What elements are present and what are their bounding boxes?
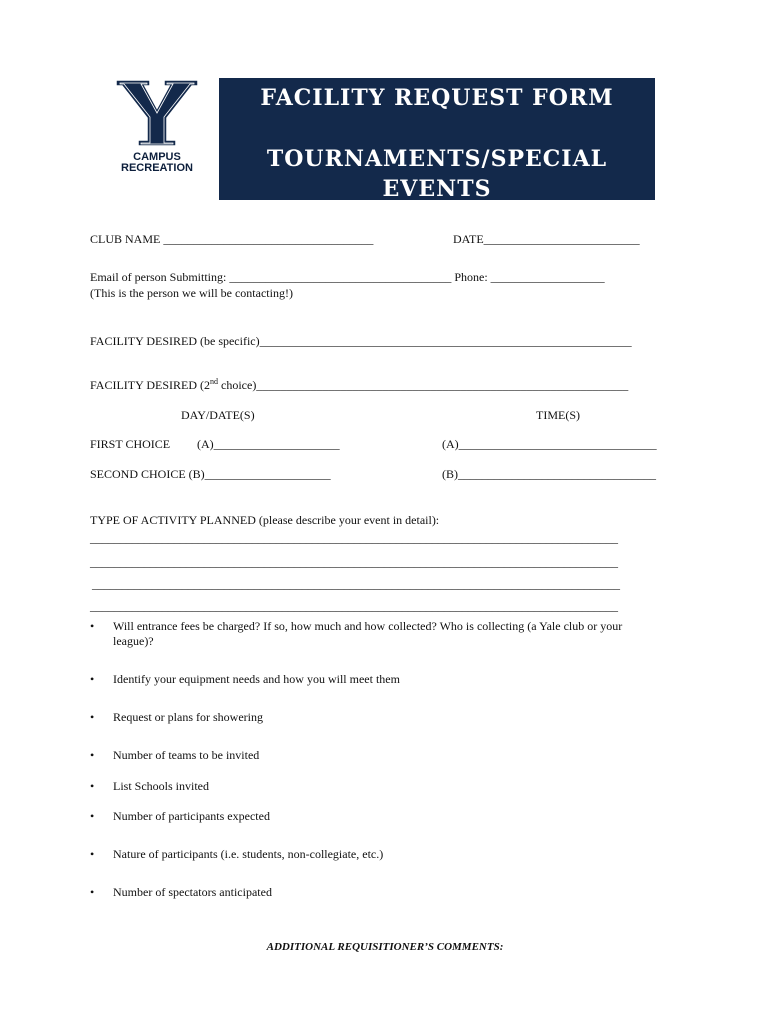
facility-desired-field[interactable]: FACILITY DESIRED (be specific)______________________________________________________________ (90, 334, 632, 348)
form-header-banner (219, 78, 655, 200)
bullet-icon: • (90, 885, 95, 899)
form-title: FACILITY REQUEST FORM (260, 85, 614, 111)
activity-label: TYPE OF ACTIVITY PLANNED (please describe your event in detail): (90, 513, 440, 527)
bullet-icon: • (90, 619, 95, 633)
second-choice-day-field[interactable]: SECOND CHOICE (B)_____________________ (90, 467, 331, 481)
logo-line-campus: CAMPUS (133, 151, 181, 163)
email-phone-field[interactable]: Email of person Submitting: _____________________________________ Phone: ___________________ (90, 270, 605, 284)
bullet-item-entrance-fees: Will entrance fees be charged? If so, how much and how collected? Who is collecting (a Yale club or your (113, 619, 623, 633)
facility-second-choice-field[interactable] (90, 378, 628, 392)
facility2-line: choice)______________________________________________________________ (218, 378, 629, 392)
bullet-item-schools: List Schools invited (113, 779, 209, 793)
activity-line[interactable]: ________________________________________________________________________________________ (90, 555, 618, 569)
bullet-item-equipment: Identify your equipment needs and how you will meet them (113, 672, 400, 686)
campus-recreation-logo (112, 78, 202, 174)
time-header: TIME(S) (536, 408, 580, 422)
bullet-item-showering: Request or plans for showering (113, 710, 263, 724)
bullet-item-nature: Nature of participants (i.e. students, non-collegiate, etc.) (113, 847, 384, 861)
first-choice-label: FIRST CHOICE (90, 437, 171, 451)
activity-line[interactable]: ________________________________________________________________________________________ (92, 577, 620, 591)
first-choice-day-field[interactable]: (A)_____________________ (197, 437, 340, 451)
bullet-icon: • (90, 809, 95, 823)
additional-comments-heading: ADDITIONAL REQUISITIONER’S COMMENTS: (266, 941, 504, 953)
form-subtitle: TOURNAMENTS/SPECIAL EVENTS (266, 146, 608, 202)
yale-y-icon (112, 78, 202, 148)
facility2-label: FACILITY DESIRED (2 (90, 378, 210, 392)
activity-line[interactable]: ________________________________________________________________________________________ (90, 531, 618, 545)
bullet-icon: • (90, 748, 95, 762)
date-field[interactable]: DATE__________________________ (453, 232, 640, 246)
bullet-icon: • (90, 672, 95, 686)
club-name-field[interactable]: CLUB NAME ___________________________________ (90, 232, 374, 246)
facility2-sup: nd (210, 377, 218, 386)
second-choice-time-field[interactable]: (B)_________________________________ (442, 467, 656, 481)
bullet-item-teams: Number of teams to be invited (113, 748, 260, 762)
email-note: (This is the person we will be contacting!) (90, 286, 293, 300)
logo-line-recreation: RECREATION (121, 162, 193, 174)
bullet-icon: • (90, 847, 95, 861)
day-date-header: DAY/DATE(S) (181, 408, 255, 422)
bullet-icon: • (90, 710, 95, 724)
bullet-icon: • (90, 779, 95, 793)
bullet-item-spectators: Number of spectators anticipated (113, 885, 272, 899)
bullet-item-entrance-fees-cont: league)? (113, 634, 154, 648)
first-choice-time-field[interactable]: (A)_________________________________ (442, 437, 657, 451)
activity-line[interactable]: ________________________________________________________________________________________ (90, 599, 618, 613)
bullet-item-participants: Number of participants expected (113, 809, 270, 823)
